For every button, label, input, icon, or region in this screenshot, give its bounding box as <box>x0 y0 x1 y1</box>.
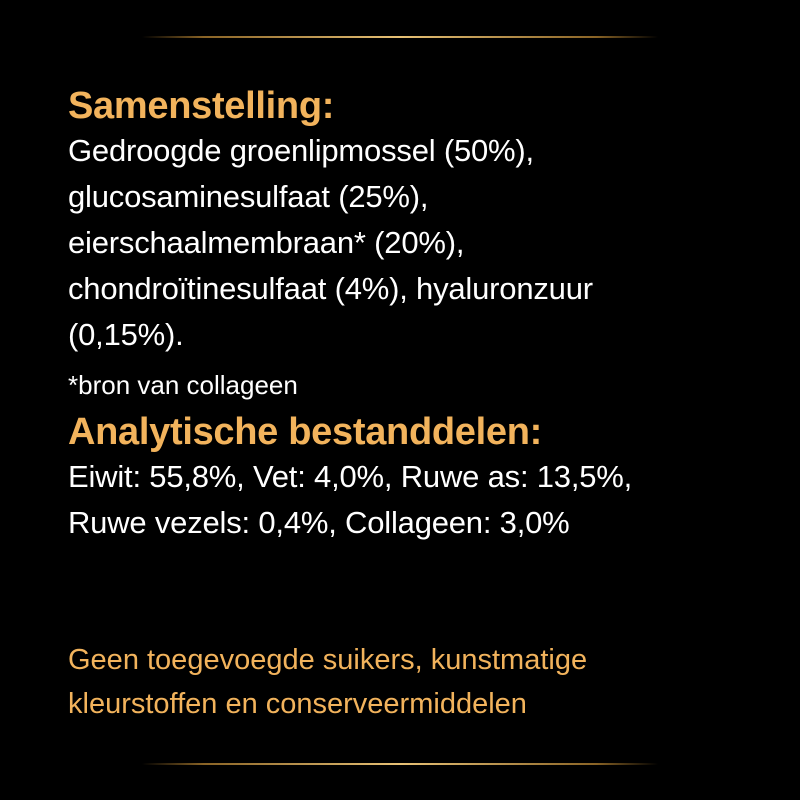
ingredient-line: chondroïtinesulfaat (4%), hyaluronzuur <box>68 271 593 306</box>
no-additives-claim <box>68 638 788 726</box>
ingredient-line: glucosaminesulfaat (25%), <box>68 179 429 214</box>
bottom-gold-divider <box>142 763 658 765</box>
analysis-line: Eiwit: 55,8%, Vet: 4,0%, Ruwe as: 13,5%, <box>68 459 633 494</box>
claim-line: Geen toegevoegde suikers, kunstmatige <box>68 644 588 676</box>
analysis-line: Ruwe vezels: 0,4%, Collageen: 3,0% <box>68 505 570 540</box>
composition-ingredients <box>68 128 768 358</box>
ingredient-line: (0,15%). <box>68 317 184 352</box>
ingredient-line: eierschaalmembraan* (20%), <box>68 225 465 260</box>
analytical-heading: Analytische bestanddelen: <box>68 411 542 453</box>
ingredient-line: Gedroogde groenlipmossel (50%), <box>68 133 534 168</box>
label-content <box>68 84 768 546</box>
composition-heading: Samenstelling: <box>68 85 335 127</box>
top-gold-divider <box>142 36 658 38</box>
claim-line: kleurstoffen en conserveermiddelen <box>68 688 527 720</box>
collagen-footnote: *bron van collageen <box>68 370 298 400</box>
analytical-values <box>68 454 768 546</box>
